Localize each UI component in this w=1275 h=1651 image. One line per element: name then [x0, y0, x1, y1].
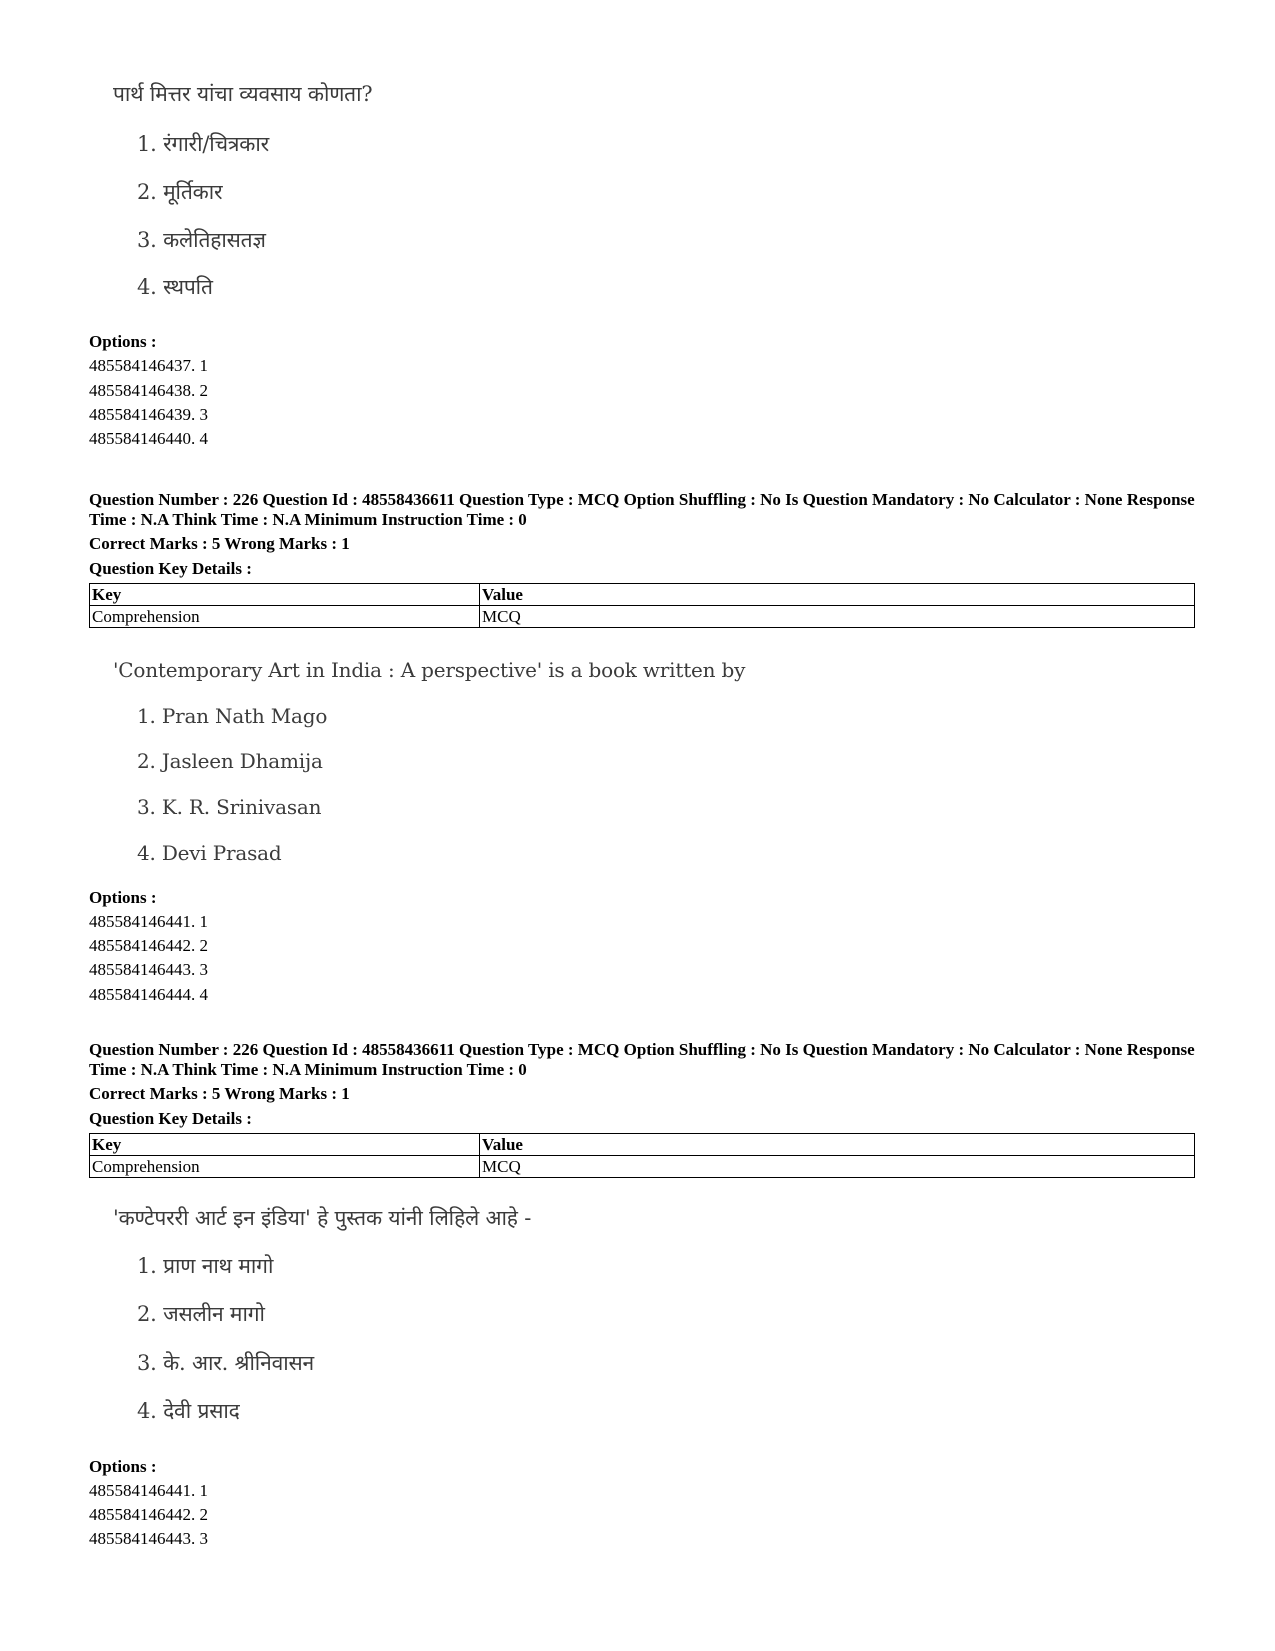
marks-line: Correct Marks : 5 Wrong Marks : 1 — [89, 1084, 350, 1103]
option-id-3: 485584146443. 3 — [89, 1529, 208, 1548]
choice-3: 3. K. R. Srinivasan — [137, 795, 322, 819]
table-cell-key: Comprehension — [90, 1156, 480, 1178]
question-meta-header: Question Number : 226 Question Id : 48558436611 Question Type : MCQ Option Shuffling : No Is Question Mandatory : No Calculator : None Response Time : N.A Think Time : N.A Minimum Instruction Time : 0 — [89, 1040, 1195, 1079]
table-cell-key: Comprehension — [90, 606, 480, 628]
question-block-1 — [89, 0, 1189, 460]
option-id-3: 485584146443. 3 — [89, 960, 208, 979]
option-id-2: 485584146442. 2 — [89, 936, 208, 955]
option-id-4: 485584146440. 4 — [89, 429, 208, 448]
table-header-value: Value — [480, 1134, 1195, 1156]
question-stem: पार्थ मित्तर यांचा व्यवसाय कोणता? — [113, 82, 373, 106]
table-row — [90, 606, 1195, 628]
choice-1: 1. रंगारी/चित्रकार — [137, 132, 269, 156]
table-header-key: Key — [90, 584, 480, 606]
table-cell-value: MCQ — [480, 1156, 1195, 1178]
table-header-row — [90, 1134, 1195, 1156]
key-details-table — [89, 583, 1195, 628]
key-details-label: Question Key Details : — [89, 1109, 252, 1128]
option-id-3: 485584146439. 3 — [89, 405, 208, 424]
option-id-2: 485584146442. 2 — [89, 1505, 208, 1524]
option-id-1: 485584146441. 1 — [89, 1481, 208, 1500]
question-block-2 — [89, 482, 1195, 1012]
choice-2: 2. जसलीन मागो — [137, 1302, 265, 1326]
question-block-3 — [89, 1032, 1195, 1592]
question-meta-header: Question Number : 226 Question Id : 48558436611 Question Type : MCQ Option Shuffling : No Is Question Mandatory : No Calculator : None Response Time : N.A Think Time : N.A Minimum Instruction Time : 0 — [89, 490, 1195, 529]
table-row — [90, 1156, 1195, 1178]
key-details-table — [89, 1133, 1195, 1178]
question-stem: 'Contemporary Art in India : A perspective' is a book written by — [113, 658, 746, 682]
choice-4: 4. Devi Prasad — [137, 841, 282, 865]
options-label: Options : — [89, 1457, 157, 1476]
choice-4: 4. स्थपति — [137, 275, 213, 299]
table-header-row — [90, 584, 1195, 606]
choice-1: 1. प्राण नाथ मागो — [137, 1254, 274, 1278]
option-id-1: 485584146437. 1 — [89, 356, 208, 375]
choice-2: 2. मूर्तिकार — [137, 180, 223, 204]
choice-3: 3. के. आर. श्रीनिवासन — [137, 1351, 314, 1375]
choice-4: 4. देवी प्रसाद — [137, 1399, 240, 1423]
options-label: Options : — [89, 888, 157, 907]
table-cell-value: MCQ — [480, 606, 1195, 628]
choice-1: 1. Pran Nath Mago — [137, 704, 328, 728]
table-header-key: Key — [90, 1134, 480, 1156]
options-label: Options : — [89, 332, 157, 351]
table-header-value: Value — [480, 584, 1195, 606]
option-id-4: 485584146444. 4 — [89, 985, 208, 1004]
key-details-label: Question Key Details : — [89, 559, 252, 578]
question-stem: 'कण्टेपररी आर्ट इन इंडिया' हे पुस्तक यांनी लिहिले आहे - — [113, 1206, 532, 1230]
choice-3: 3. कलेतिहासतज्ञ — [137, 228, 266, 252]
option-id-1: 485584146441. 1 — [89, 912, 208, 931]
option-id-2: 485584146438. 2 — [89, 381, 208, 400]
marks-line: Correct Marks : 5 Wrong Marks : 1 — [89, 534, 350, 553]
choice-2: 2. Jasleen Dhamija — [137, 749, 323, 773]
